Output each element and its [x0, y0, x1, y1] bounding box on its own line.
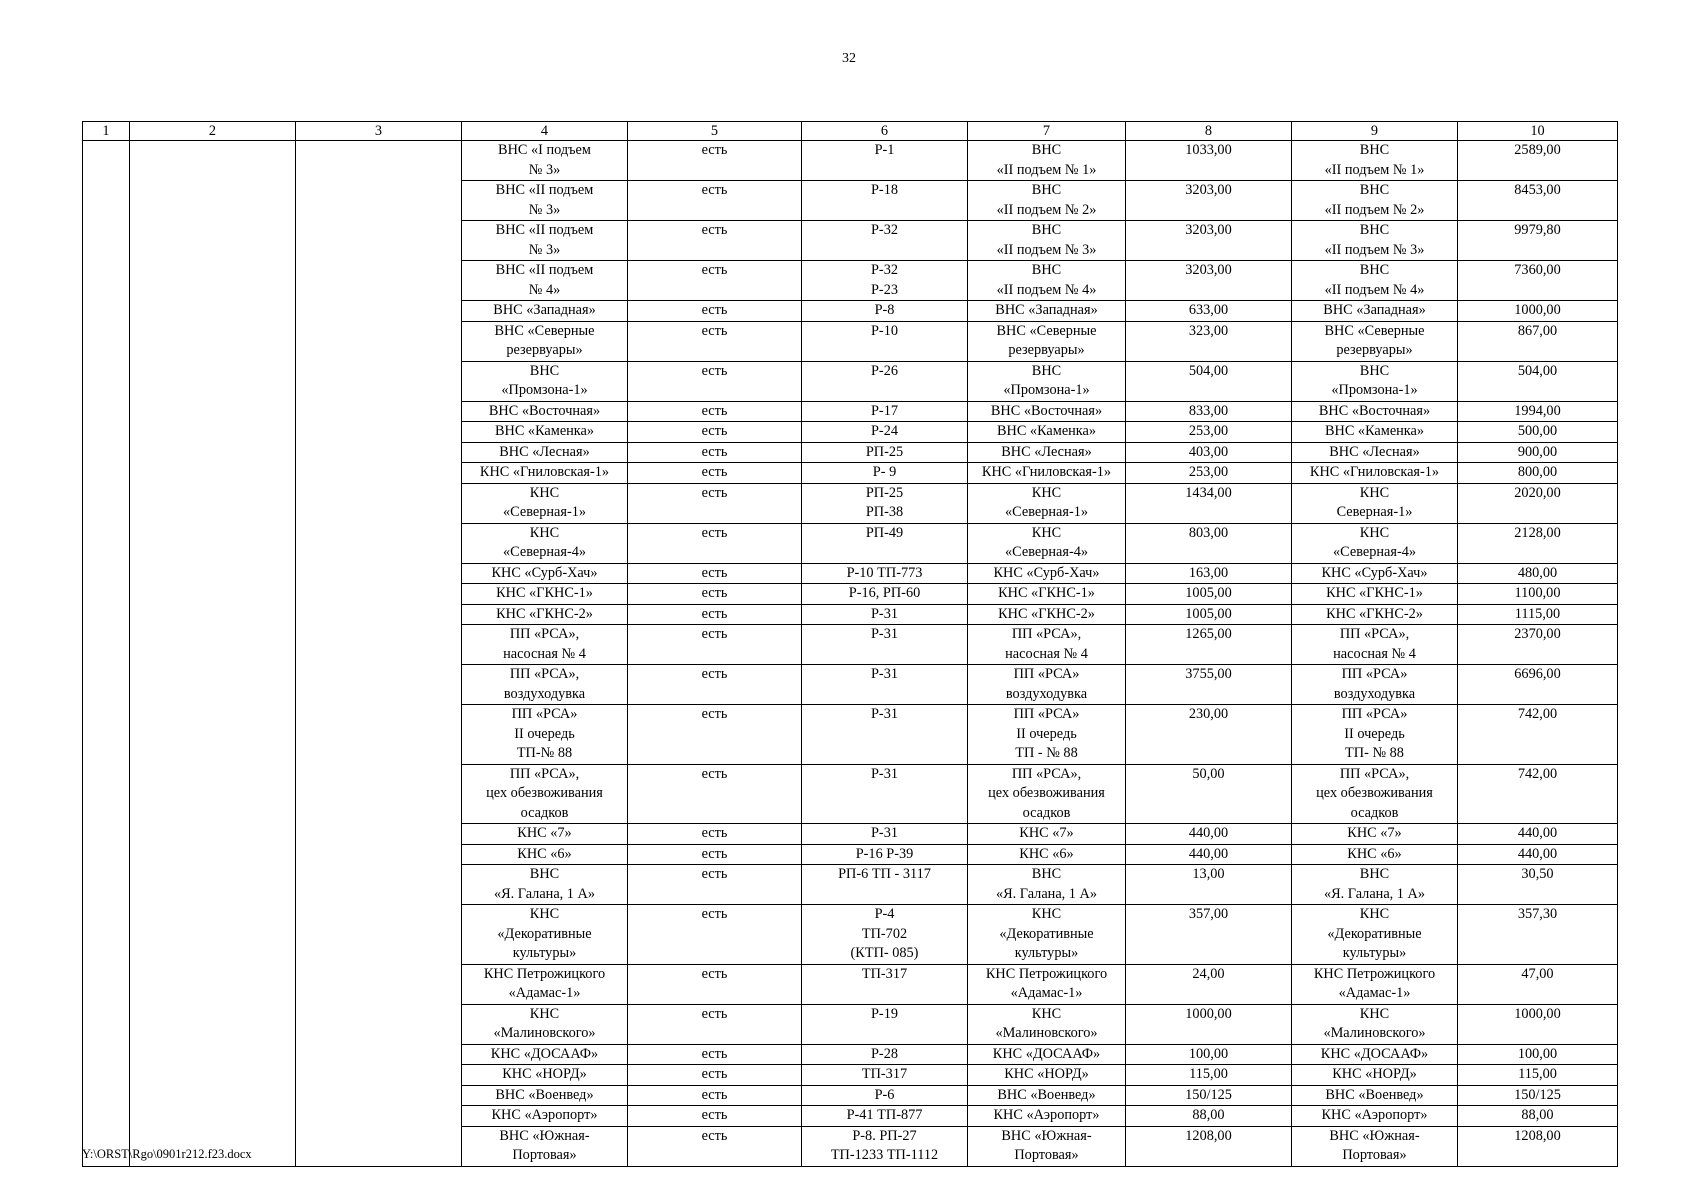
- table-cell: КНС «6»: [1292, 844, 1458, 865]
- table-cell: есть: [628, 221, 802, 261]
- table-cell: есть: [628, 463, 802, 484]
- table-cell: ВНС «Северные резервуары»: [1292, 321, 1458, 361]
- table-cell: есть: [628, 584, 802, 605]
- table-cell: 440,00: [1126, 824, 1292, 845]
- table-cell: ВНС «Каменка»: [968, 422, 1126, 443]
- table-cell: ВНС «II подъем № 1»: [1292, 141, 1458, 181]
- column-header: 8: [1126, 122, 1292, 141]
- table-cell: Р-31: [802, 824, 968, 845]
- table-cell: 1208,00: [1458, 1126, 1618, 1166]
- table-cell: ПП «РСА» воздуходувка: [968, 665, 1126, 705]
- table-cell: 357,30: [1458, 905, 1618, 965]
- table-cell: КНС «Аэропорт»: [968, 1106, 1126, 1127]
- table-cell: ВНС «Лесная»: [1292, 442, 1458, 463]
- table-cell: есть: [628, 442, 802, 463]
- table-cell: ВНС «Каменка»: [462, 422, 628, 443]
- table-cell: ПП «РСА», цех обезвоживания осадков: [1292, 764, 1458, 824]
- table-cell: КНС «ГКНС-2»: [1292, 604, 1458, 625]
- table-cell: КНС «ДОСААФ»: [968, 1044, 1126, 1065]
- table-cell: ВНС «Восточная»: [968, 401, 1126, 422]
- table-cell: 24,00: [1126, 964, 1292, 1004]
- table-cell: 8453,00: [1458, 181, 1618, 221]
- table-cell: 2128,00: [1458, 523, 1618, 563]
- table-cell: 323,00: [1126, 321, 1292, 361]
- table-cell: ВНС «Западная»: [968, 301, 1126, 322]
- table-cell: ВНС «II подъем № 2»: [968, 181, 1126, 221]
- table-cell: 6696,00: [1458, 665, 1618, 705]
- table-cell: Р-19: [802, 1004, 968, 1044]
- table-cell: КНС «ГКНС-2»: [462, 604, 628, 625]
- table-cell: 440,00: [1458, 844, 1618, 865]
- table-cell: КНС «Сурб-Хач»: [968, 563, 1126, 584]
- table-cell: 742,00: [1458, 705, 1618, 765]
- table-cell: 1434,00: [1126, 483, 1292, 523]
- table-cell: 403,00: [1126, 442, 1292, 463]
- table-cell: есть: [628, 604, 802, 625]
- table-cell: 440,00: [1126, 844, 1292, 865]
- table-cell: ПП «РСА» II очередь ТП - № 88: [968, 705, 1126, 765]
- table-cell: КНС «Северная-4»: [1292, 523, 1458, 563]
- table-cell: 7360,00: [1458, 261, 1618, 301]
- table-cell: ВНС «Каменка»: [1292, 422, 1458, 443]
- table-cell: 867,00: [1458, 321, 1618, 361]
- table-cell: КНС Северная-1»: [1292, 483, 1458, 523]
- table-header: [83, 122, 1618, 141]
- table-cell: КНС «Северная-1»: [968, 483, 1126, 523]
- table-cell: Р-16, РП-60: [802, 584, 968, 605]
- table-cell: КНС «6»: [968, 844, 1126, 865]
- table-cell: КНС Петрожицкого «Адамас-1»: [968, 964, 1126, 1004]
- table-cell: РП-25: [802, 442, 968, 463]
- table-cell: 100,00: [1126, 1044, 1292, 1065]
- table-cell: 1033,00: [1126, 141, 1292, 181]
- table-cell: есть: [628, 905, 802, 965]
- table-cell: КНС Петрожицкого «Адамас-1»: [462, 964, 628, 1004]
- table-cell: КНС «ГКНС-2»: [968, 604, 1126, 625]
- table-cell: КНС «ГКНС-1»: [1292, 584, 1458, 605]
- table-cell: РП-49: [802, 523, 968, 563]
- table-cell: есть: [628, 141, 802, 181]
- column-header: 2: [130, 122, 296, 141]
- data-table: [82, 121, 1618, 1167]
- table-cell: 833,00: [1126, 401, 1292, 422]
- table-cell: Р-31: [802, 604, 968, 625]
- table-cell: 3203,00: [1126, 181, 1292, 221]
- table-cell: Р-31: [802, 705, 968, 765]
- table-cell: ВНС «Южная- Портовая»: [462, 1126, 628, 1166]
- table-cell: есть: [628, 824, 802, 845]
- table-cell: КНС «Северная-4»: [968, 523, 1126, 563]
- table-cell: 230,00: [1126, 705, 1292, 765]
- table-cell: ПП «РСА», насосная № 4: [462, 625, 628, 665]
- table-cell: КНС «Гниловская-1»: [462, 463, 628, 484]
- table-cell: 100,00: [1458, 1044, 1618, 1065]
- table-cell: есть: [628, 625, 802, 665]
- table-cell: Р-32: [802, 221, 968, 261]
- table-cell: 504,00: [1458, 361, 1618, 401]
- table-cell: КНС «НОРД»: [1292, 1065, 1458, 1086]
- table-row: [83, 141, 1618, 181]
- table-cell: 480,00: [1458, 563, 1618, 584]
- table-cell: КНС «Малиновского»: [968, 1004, 1126, 1044]
- table-cell: Р-31: [802, 625, 968, 665]
- table-cell: есть: [628, 705, 802, 765]
- table-cell: 1265,00: [1126, 625, 1292, 665]
- table-cell: 30,50: [1458, 865, 1618, 905]
- table-cell: 1000,00: [1458, 1004, 1618, 1044]
- table-cell: 2370,00: [1458, 625, 1618, 665]
- table-cell: Р-41 ТП-877: [802, 1106, 968, 1127]
- table-cell: КНС «Малиновского»: [462, 1004, 628, 1044]
- table-cell: КНС «7»: [1292, 824, 1458, 845]
- table-cell: ВНС «Промзона-1»: [462, 361, 628, 401]
- column-header: 9: [1292, 122, 1458, 141]
- table-cell: КНС «7»: [462, 824, 628, 845]
- table-cell: есть: [628, 1044, 802, 1065]
- table-cell: 3203,00: [1126, 221, 1292, 261]
- table-cell: 1005,00: [1126, 584, 1292, 605]
- table-cell: Р-31: [802, 665, 968, 705]
- table-cell: КНС «6»: [462, 844, 628, 865]
- column-header: 4: [462, 122, 628, 141]
- table-cell: ВНС «Военвед»: [462, 1085, 628, 1106]
- table-cell: 50,00: [1126, 764, 1292, 824]
- table-cell: ВНС «II подъем № 4»: [462, 261, 628, 301]
- table-cell: 1100,00: [1458, 584, 1618, 605]
- table-cell: 1000,00: [1458, 301, 1618, 322]
- table-cell: Р-10: [802, 321, 968, 361]
- header-row: [83, 122, 1618, 141]
- table-cell: ТП-317: [802, 1065, 968, 1086]
- table-cell: 440,00: [1458, 824, 1618, 845]
- table-cell: есть: [628, 844, 802, 865]
- table-cell: КНС «Гниловская-1»: [1292, 463, 1458, 484]
- column-header: 5: [628, 122, 802, 141]
- table-cell: КНС «Сурб-Хач»: [462, 563, 628, 584]
- table-cell: ВНС «II подъем № 3»: [1292, 221, 1458, 261]
- table-cell: Р-26: [802, 361, 968, 401]
- table-cell: ВНС «Восточная»: [1292, 401, 1458, 422]
- column-header: 10: [1458, 122, 1618, 141]
- table-cell: ПП «РСА», насосная № 4: [968, 625, 1126, 665]
- table-cell: ВНС «Западная»: [1292, 301, 1458, 322]
- table-cell: 115,00: [1126, 1065, 1292, 1086]
- table-cell: Р-28: [802, 1044, 968, 1065]
- table-cell: есть: [628, 523, 802, 563]
- table-cell: 357,00: [1126, 905, 1292, 965]
- table-cell: ВНС «Я. Галана, 1 А»: [1292, 865, 1458, 905]
- column-header: 6: [802, 122, 968, 141]
- table-cell: ВНС «II подъем № 3»: [462, 181, 628, 221]
- table-cell: есть: [628, 1004, 802, 1044]
- table-cell: ВНС «II подъем № 3»: [462, 221, 628, 261]
- table-cell: КНС «Северная-1»: [462, 483, 628, 523]
- table-cell: 9979,80: [1458, 221, 1618, 261]
- table-cell: есть: [628, 563, 802, 584]
- table-cell: 1000,00: [1126, 1004, 1292, 1044]
- table-cell: ВНС «I подъем № 3»: [462, 141, 628, 181]
- table-cell: есть: [628, 422, 802, 443]
- table-cell: 3755,00: [1126, 665, 1292, 705]
- table-cell: есть: [628, 865, 802, 905]
- table-cell: ВНС «Военвед»: [1292, 1085, 1458, 1106]
- table-cell: 2020,00: [1458, 483, 1618, 523]
- table-cell: Р- 9: [802, 463, 968, 484]
- table-cell: ТП-317: [802, 964, 968, 1004]
- table-cell: КНС «Северная-4»: [462, 523, 628, 563]
- table-cell: 800,00: [1458, 463, 1618, 484]
- table-cell: есть: [628, 665, 802, 705]
- table-cell: ВНС «II подъем № 4»: [1292, 261, 1458, 301]
- empty-merged-cell: [296, 141, 462, 1167]
- table-cell: ВНС «Северные резервуары»: [462, 321, 628, 361]
- table-cell: РП-6 ТП - 3117: [802, 865, 968, 905]
- table-cell: ПП «РСА» воздуходувка: [1292, 665, 1458, 705]
- table-cell: Р-8. РП-27 ТП-1233 ТП-1112: [802, 1126, 968, 1166]
- table-cell: есть: [628, 1065, 802, 1086]
- table-cell: Р-31: [802, 764, 968, 824]
- table-body: [83, 141, 1618, 1167]
- page-number: 32: [842, 51, 856, 66]
- table-cell: ПП «РСА» II очередь ТП-№ 88: [462, 705, 628, 765]
- table-cell: КНС «Аэропорт»: [462, 1106, 628, 1127]
- table-cell: ВНС «II подъем № 3»: [968, 221, 1126, 261]
- table-cell: 1208,00: [1126, 1126, 1292, 1166]
- table-cell: КНС «ГКНС-1»: [968, 584, 1126, 605]
- table-cell: ПП «РСА», цех обезвоживания осадков: [968, 764, 1126, 824]
- table-cell: ВНС «Лесная»: [462, 442, 628, 463]
- table-cell: Р-4 ТП-702 (КТП- 085): [802, 905, 968, 965]
- table-cell: Р-32 Р-23: [802, 261, 968, 301]
- table-cell: есть: [628, 361, 802, 401]
- table-cell: Р-6: [802, 1085, 968, 1106]
- table-cell: 163,00: [1126, 563, 1292, 584]
- table-cell: ВНС «II подъем № 1»: [968, 141, 1126, 181]
- empty-merged-cell: [130, 141, 296, 1167]
- table-cell: 803,00: [1126, 523, 1292, 563]
- table-cell: ВНС «Военвед»: [968, 1085, 1126, 1106]
- table-cell: 900,00: [1458, 442, 1618, 463]
- table-cell: ВНС «Я. Галана, 1 А»: [462, 865, 628, 905]
- table-cell: КНС «НОРД»: [462, 1065, 628, 1086]
- table-cell: 500,00: [1458, 422, 1618, 443]
- column-header: 1: [83, 122, 130, 141]
- table-cell: Р-18: [802, 181, 968, 221]
- table-cell: 47,00: [1458, 964, 1618, 1004]
- table-cell: Р-17: [802, 401, 968, 422]
- table-cell: 633,00: [1126, 301, 1292, 322]
- table-cell: Р-24: [802, 422, 968, 443]
- table-cell: есть: [628, 1106, 802, 1127]
- table-cell: ВНС «Лесная»: [968, 442, 1126, 463]
- table-cell: 253,00: [1126, 422, 1292, 443]
- table-cell: 13,00: [1126, 865, 1292, 905]
- table-cell: есть: [628, 401, 802, 422]
- table-cell: 150/125: [1458, 1085, 1618, 1106]
- empty-merged-cell: [83, 141, 130, 1167]
- column-header: 3: [296, 122, 462, 141]
- table-cell: 742,00: [1458, 764, 1618, 824]
- file-path: Y:\ORST\Rgo\0901r212.f23.docx: [82, 1147, 252, 1161]
- table-cell: КНС «Декоративные культуры»: [462, 905, 628, 965]
- table-cell: есть: [628, 301, 802, 322]
- table-cell: есть: [628, 964, 802, 1004]
- table-cell: КНС «Малиновского»: [1292, 1004, 1458, 1044]
- table-cell: 1005,00: [1126, 604, 1292, 625]
- table-cell: ПП «РСА» II очередь ТП- № 88: [1292, 705, 1458, 765]
- table-cell: есть: [628, 261, 802, 301]
- table-cell: 1115,00: [1458, 604, 1618, 625]
- table-cell: ПП «РСА», воздуходувка: [462, 665, 628, 705]
- table-cell: 88,00: [1126, 1106, 1292, 1127]
- column-header: 7: [968, 122, 1126, 141]
- table-cell: ВНС «Промзона-1»: [1292, 361, 1458, 401]
- table-cell: КНС «Гниловская-1»: [968, 463, 1126, 484]
- table-cell: есть: [628, 181, 802, 221]
- table-cell: КНС «ДОСААФ»: [462, 1044, 628, 1065]
- table-cell: ПП «РСА», насосная № 4: [1292, 625, 1458, 665]
- table-cell: есть: [628, 1126, 802, 1166]
- table-cell: КНС «ДОСААФ»: [1292, 1044, 1458, 1065]
- table-cell: 88,00: [1458, 1106, 1618, 1127]
- table-cell: Р-10 ТП-773: [802, 563, 968, 584]
- table-cell: 2589,00: [1458, 141, 1618, 181]
- table-cell: Р-1: [802, 141, 968, 181]
- table-cell: ВНС «Северные резервуары»: [968, 321, 1126, 361]
- table-cell: Р-8: [802, 301, 968, 322]
- table-cell: ВНС «II подъем № 2»: [1292, 181, 1458, 221]
- table-cell: КНС «Сурб-Хач»: [1292, 563, 1458, 584]
- table-cell: 1994,00: [1458, 401, 1618, 422]
- table-cell: КНС «ГКНС-1»: [462, 584, 628, 605]
- table-cell: есть: [628, 321, 802, 361]
- table-cell: 504,00: [1126, 361, 1292, 401]
- table-cell: Р-16 Р-39: [802, 844, 968, 865]
- table-cell: КНС «Декоративные культуры»: [968, 905, 1126, 965]
- table-cell: ВНС «Западная»: [462, 301, 628, 322]
- table-cell: КНС «Декоративные культуры»: [1292, 905, 1458, 965]
- table-cell: ВНС «Южная- Портовая»: [968, 1126, 1126, 1166]
- table-cell: КНС Петрожицкого «Адамас-1»: [1292, 964, 1458, 1004]
- table-cell: ВНС «II подъем № 4»: [968, 261, 1126, 301]
- table-cell: КНС «НОРД»: [968, 1065, 1126, 1086]
- table-cell: есть: [628, 764, 802, 824]
- table-cell: КНС «Аэропорт»: [1292, 1106, 1458, 1127]
- table-cell: ВНС «Промзона-1»: [968, 361, 1126, 401]
- table-cell: 115,00: [1458, 1065, 1618, 1086]
- table-cell: ВНС «Восточная»: [462, 401, 628, 422]
- table-cell: ВНС «Я. Галана, 1 А»: [968, 865, 1126, 905]
- table-cell: есть: [628, 1085, 802, 1106]
- table-cell: 150/125: [1126, 1085, 1292, 1106]
- table-cell: РП-25 РП-38: [802, 483, 968, 523]
- table-cell: есть: [628, 483, 802, 523]
- table-cell: 253,00: [1126, 463, 1292, 484]
- table-cell: 3203,00: [1126, 261, 1292, 301]
- table-cell: ВНС «Южная- Портовая»: [1292, 1126, 1458, 1166]
- table-cell: ПП «РСА», цех обезвоживания осадков: [462, 764, 628, 824]
- table-cell: КНС «7»: [968, 824, 1126, 845]
